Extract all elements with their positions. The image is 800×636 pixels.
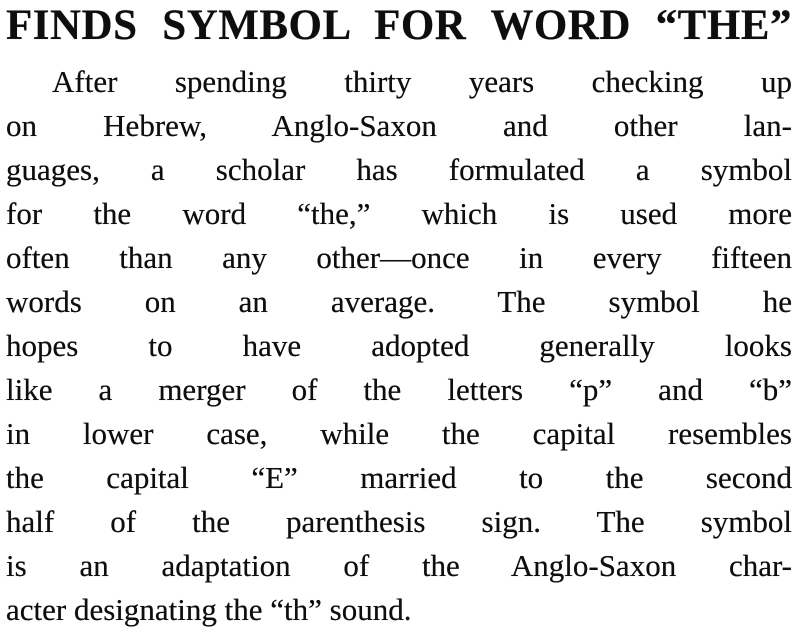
body-line: on Hebrew, Anglo-Saxon and other lan- [6, 108, 792, 143]
body-line: guages, a scholar has formulated a symbol [6, 152, 792, 187]
body-line: hopes to have adopted generally looks [6, 328, 792, 363]
body-line: in lower case, while the capital resembles [6, 416, 792, 451]
body-line: often than any other—once in every fifteen [6, 240, 792, 275]
article-headline: FINDS SYMBOL FOR WORD “THE” [6, 2, 792, 49]
body-line: words on an average. The symbol he [6, 284, 792, 319]
body-line: like a merger of the letters “p” and “b” [6, 372, 792, 407]
article-body [6, 60, 792, 632]
body-line: the capital “E” married to the second [6, 460, 792, 495]
body-line: After spending thirty years checking up [52, 64, 792, 99]
body-line: half of the parenthesis sign. The symbol [6, 504, 792, 539]
body-line: for the word “the,” which is used more [6, 196, 792, 231]
body-line: is an adaptation of the Anglo-Saxon char- [6, 548, 792, 583]
body-line: acter designating the “th” sound. [6, 592, 412, 627]
